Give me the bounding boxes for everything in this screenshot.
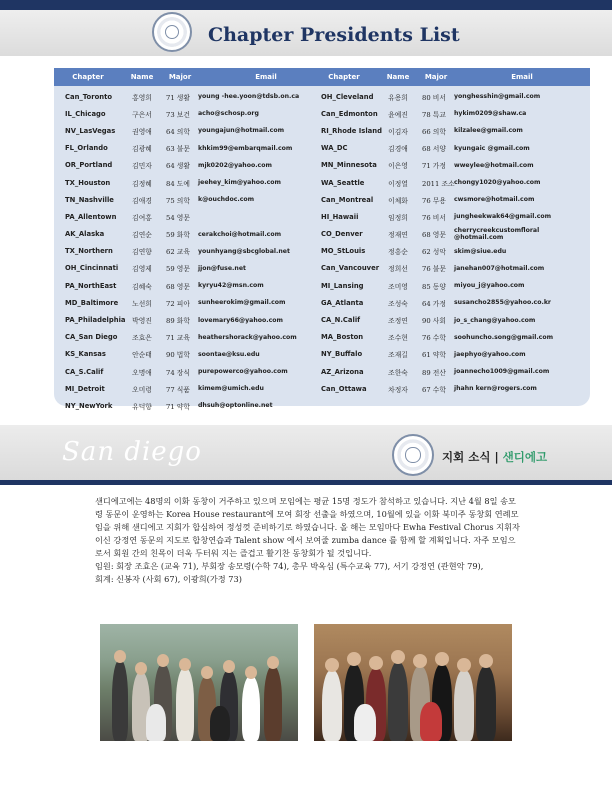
cell-name: 차정자 — [388, 385, 408, 394]
cell-email: cerakchoi@hotmail.com — [198, 230, 282, 238]
table-row — [54, 311, 334, 328]
cell-email: soohuncho.song@gmail.com — [454, 333, 554, 341]
cell-name: 김여홍 — [132, 213, 152, 222]
cell-major: 73 보건 — [166, 110, 190, 119]
cell-name: 홍영희 — [132, 93, 152, 102]
section-script-title: San diego — [62, 437, 202, 467]
cell-chapter: TX_Houston — [65, 178, 111, 187]
table-row — [310, 329, 590, 346]
cell-name: 이은영 — [388, 162, 408, 171]
cell-chapter: Can_Ottawa — [321, 384, 367, 393]
cell-chapter: WA_DC — [321, 144, 348, 153]
table-row — [310, 140, 590, 157]
cell-name: 조미영 — [388, 282, 408, 291]
cell-name: 이체화 — [388, 196, 408, 205]
cell-email: hykim0209@shaw.ca — [454, 110, 527, 118]
article-paragraph: 샌디에고에는 48명의 이화 동창이 거주하고 있으며 모임에는 평균 15명 정도가 참석하고 있습니다. 지난 4월 8일 송모령 동문이 운영하는 Korea House restaurant에 모여 회장 선출을 하였으며, 10월에 있을 이화 북미주 동창회 연례모임을 위해 샌디에고 지회가 합심하여 정성껏 준비하기로 하였습니다. 올 해는 모임마다 Ewha Festival Chorus 지휘자이신 강정연 동문의 지도로 합창연습과 Talent show 에서 보여줄 zumba dance 를 함께 할 계획입니다. 자주 모임으로서 회원 간의 친목이 더욱 두터워 지는 즐겁고 활기찬 동창회가 될 것입니다. — [95, 496, 520, 558]
table-row — [310, 105, 590, 122]
table-row — [54, 294, 334, 311]
cell-email: miyou_j@yahoo.com — [454, 282, 525, 290]
cell-name: 정흥순 — [388, 248, 408, 257]
cell-major: 54 영문 — [166, 213, 190, 222]
column-header-name: Name — [386, 73, 410, 81]
cell-chapter: OR_Portland — [65, 161, 113, 170]
cell-email: kyungaic @gmail.com — [454, 144, 530, 152]
table-row — [310, 191, 590, 208]
ewha-seal-icon — [152, 12, 192, 52]
cell-email: jjon@fuse.net — [198, 264, 246, 272]
cell-major: 78 특교 — [422, 110, 446, 119]
cell-major: 90 법학 — [166, 351, 190, 360]
cell-chapter: Can_Edmonton — [321, 109, 378, 118]
column-header-name: Name — [130, 73, 154, 81]
cell-email: sunheerokim@gmail.com — [198, 299, 286, 307]
cell-major: 75 의학 — [166, 196, 190, 205]
cell-major: 80 비서 — [422, 93, 446, 102]
cell-major: 63 불문 — [166, 145, 190, 154]
cell-email: janehan007@hotmail.com — [454, 264, 545, 272]
cell-chapter: Can_Vancouver — [321, 264, 380, 273]
cell-name: 구은서 — [132, 110, 152, 119]
table-row — [54, 363, 334, 380]
cell-email: mjk0202@yahoo.com — [198, 161, 272, 169]
cell-email: kimem@umich.edu — [198, 385, 264, 393]
table-row — [54, 243, 334, 260]
table-row — [54, 105, 334, 122]
table-body — [54, 88, 334, 415]
table-row — [310, 208, 590, 225]
table-row — [54, 329, 334, 346]
cell-name: 김애경 — [132, 196, 152, 205]
table-row — [54, 157, 334, 174]
group-photo-indoor — [314, 624, 512, 741]
cell-chapter: HI_Hawaii — [321, 212, 359, 221]
cell-chapter: NY_NewYork — [65, 401, 113, 410]
table-row — [310, 380, 590, 397]
cell-email: cwsmore@hotmail.com — [454, 196, 535, 204]
cell-major: 64 가정 — [422, 299, 446, 308]
officers-line-1: 임원: 회장 조효은 (교육 71), 부회장 송모령(수학 74), 총무 박옥심 (특수교육 77), 서기 강정연 (관현악 79), — [95, 561, 484, 571]
news-label: 지회 소식 — [442, 450, 491, 464]
presidents-table-left — [54, 68, 334, 411]
cell-email: lovemary66@yahoo.com — [198, 316, 283, 324]
table-row — [54, 260, 334, 277]
cell-major: 2011 조소 — [422, 179, 455, 188]
cell-email: yonghesshin@gmail.com — [454, 93, 541, 101]
table-row — [310, 277, 590, 294]
table-row — [54, 191, 334, 208]
cell-chapter: MA_Boston — [321, 333, 364, 342]
cell-major: 77 식품 — [166, 385, 190, 394]
cell-major: 76 비서 — [422, 213, 446, 222]
section-navy-strip — [0, 480, 612, 485]
table-row — [54, 380, 334, 397]
cell-name: 김경애 — [388, 145, 408, 154]
table-row — [310, 226, 590, 243]
cell-email: kilzalee@gmail.com — [454, 127, 523, 135]
cell-email: chongy1020@yahoo.com — [454, 179, 541, 187]
cell-email: khkim99@embarqmail.com — [198, 144, 293, 152]
table-row — [310, 260, 590, 277]
table-row — [54, 208, 334, 225]
cell-email: younhyang@sbcglobal.net — [198, 247, 290, 255]
cell-chapter: IL_Chicago — [65, 109, 106, 118]
cell-chapter: TX_Northern — [65, 247, 113, 256]
cell-email: jaephyo@yahoo.com — [454, 350, 526, 358]
cell-chapter: FL_Orlando — [65, 144, 108, 153]
table-row — [310, 243, 590, 260]
table-header — [310, 68, 590, 86]
cell-chapter: PA_Allentown — [65, 212, 117, 221]
article-body — [95, 495, 523, 586]
cell-name: 임정희 — [388, 213, 408, 222]
cell-major: 61 약학 — [422, 351, 446, 360]
cell-email: susancho2855@yahoo.co.kr — [454, 299, 551, 307]
column-header-chapter: Chapter — [328, 73, 360, 81]
cell-email: skim@siue.edu — [454, 247, 507, 255]
cell-email: young -hee.yoon@tdsb.on.ca — [198, 93, 300, 101]
cell-name: 김정혜 — [132, 179, 152, 188]
cell-name: 김광혜 — [132, 145, 152, 154]
section-heading — [442, 449, 547, 465]
cell-name: 조효은 — [132, 334, 152, 343]
cell-name: 이김자 — [388, 127, 408, 136]
cell-name: 오미령 — [132, 385, 152, 394]
table-row — [310, 363, 590, 380]
table-row — [54, 226, 334, 243]
cell-chapter: NV_LasVegas — [65, 126, 116, 135]
header-navy-strip — [0, 0, 612, 10]
cell-chapter: MD_Baltimore — [65, 298, 119, 307]
cell-email: wweylee@hotmail.com — [454, 161, 534, 169]
table-row — [310, 122, 590, 139]
cell-email: joannecho1009@gmail.com — [454, 368, 550, 376]
cell-chapter: NY_Buffalo — [321, 350, 363, 359]
presidents-table-right — [310, 68, 590, 406]
cell-email: acho@schosp.org — [198, 110, 259, 118]
cell-major: 67 수학 — [422, 385, 446, 394]
cell-name: 노선희 — [132, 299, 152, 308]
city-name: 샌디에고 — [502, 450, 548, 464]
cell-major: 85 동양 — [422, 282, 446, 291]
cell-chapter: AZ_Arizona — [321, 367, 364, 376]
cell-major: 68 서양 — [422, 145, 446, 154]
cell-major: 71 약학 — [166, 402, 190, 411]
group-photo-outdoor — [100, 624, 298, 741]
cell-chapter: PA_Philadelphia — [65, 316, 126, 325]
cell-chapter: WA_Seattle — [321, 178, 365, 187]
cell-chapter: CA_San Diego — [65, 333, 118, 342]
cell-name: 조정연 — [388, 317, 408, 326]
cell-major: 74 장식 — [166, 368, 190, 377]
column-header-email: Email — [511, 73, 533, 81]
cell-major: 62 성악 — [422, 248, 446, 257]
cell-chapter: AK_Alaska — [65, 230, 105, 239]
cell-major: 64 의학 — [166, 127, 190, 136]
cell-email: kyryu42@msn.com — [198, 282, 264, 290]
cell-chapter: CA_S.Calif — [65, 367, 104, 376]
cell-major: 68 영문 — [166, 282, 190, 291]
cell-email: purepowerco@yahoo.com — [198, 368, 288, 376]
cell-name: 오명애 — [132, 368, 152, 377]
cell-name: 조재길 — [388, 351, 408, 360]
cell-chapter: TN_Nashville — [65, 195, 114, 204]
cell-chapter: Can_Montreal — [321, 195, 374, 204]
table-row — [54, 277, 334, 294]
cell-chapter: MN_Minnesota — [321, 161, 377, 170]
cell-email: youngajun@hotmail.com — [198, 127, 285, 135]
cell-chapter: MI_Detroit — [65, 384, 105, 393]
cell-major: 62 교육 — [166, 248, 190, 257]
cell-email: heathershorack@yahoo.com — [198, 333, 297, 341]
table-row — [310, 311, 590, 328]
cell-name: 정희선 — [388, 265, 408, 274]
cell-name: 윤예진 — [388, 110, 408, 119]
cell-email: k@ouchdoc.com — [198, 196, 255, 204]
column-header-major: Major — [424, 73, 448, 81]
table-row — [310, 157, 590, 174]
cell-name: 김연향 — [132, 248, 152, 257]
cell-major: 76 무용 — [422, 196, 446, 205]
cell-chapter: KS_Kansas — [65, 350, 106, 359]
cell-major: 68 영문 — [422, 231, 446, 240]
table-row — [54, 88, 334, 105]
column-header-email: Email — [255, 73, 277, 81]
cell-chapter: PA_NorthEast — [65, 281, 117, 290]
cell-email: jungheekwak64@gmail.com — [454, 213, 552, 221]
cell-chapter: OH_Cleveland — [321, 92, 374, 101]
cell-major: 76 수학 — [422, 334, 446, 343]
cell-name: 안순태 — [132, 351, 152, 360]
cell-email: jo_s_chang@yahoo.com — [454, 316, 536, 324]
cell-chapter: Can_Toronto — [65, 92, 112, 101]
cell-major: 64 생활 — [166, 162, 190, 171]
cell-major: 59 화학 — [166, 231, 190, 240]
cell-major: 66 의학 — [422, 127, 446, 136]
table-row — [54, 397, 334, 414]
cell-major: 59 영문 — [166, 265, 190, 274]
column-header-chapter: Chapter — [72, 73, 104, 81]
cell-name: 조한숙 — [388, 368, 408, 377]
cell-chapter: CO_Denver — [321, 230, 363, 239]
cell-name: 정재연 — [388, 231, 408, 240]
cell-major: 71 생활 — [166, 93, 190, 102]
page-title: Chapter Presidents List — [208, 24, 460, 46]
cell-chapter: MI_Lansing — [321, 281, 364, 290]
cell-email: jeehey_kim@yahoo.com — [198, 179, 281, 187]
cell-name: 권영애 — [132, 127, 152, 136]
table-body — [310, 88, 590, 397]
cell-name: 김민자 — [132, 162, 152, 171]
cell-email: jhahn kern@rogers.com — [454, 385, 537, 393]
cell-major: 71 가정 — [422, 162, 446, 171]
table-row — [310, 174, 590, 191]
table-row — [54, 174, 334, 191]
cell-major: 84 도예 — [166, 179, 190, 188]
cell-major: 89 전산 — [422, 368, 446, 377]
cell-major: 90 사회 — [422, 317, 446, 326]
cell-chapter: MO_StLouis — [321, 247, 366, 256]
cell-chapter: CA_N.Calif — [321, 316, 361, 325]
cell-name: 김영제 — [132, 265, 152, 274]
cell-name: 유덕향 — [132, 402, 152, 411]
cell-name: 이정열 — [388, 179, 408, 188]
table-row — [54, 122, 334, 139]
cell-name: 조성숙 — [388, 299, 408, 308]
column-header-major: Major — [168, 73, 192, 81]
table-row — [310, 346, 590, 363]
cell-major: 72 피아 — [166, 299, 190, 308]
table-row — [54, 346, 334, 363]
heading-separator: | — [494, 450, 499, 464]
cell-major: 71 교육 — [166, 334, 190, 343]
cell-name: 박영진 — [132, 317, 152, 326]
cell-name: 김혜숙 — [132, 282, 152, 291]
table-row — [310, 294, 590, 311]
cell-email: dhsuh@optonline.net — [198, 402, 273, 410]
cell-major: 89 화학 — [166, 317, 190, 326]
table-header — [54, 68, 334, 86]
ewha-seal-icon — [392, 434, 434, 476]
cell-name: 유용희 — [388, 93, 408, 102]
cell-name: 조수현 — [388, 334, 408, 343]
officers-line-2: 회계: 신봉자 (사회 67), 이광희(가정 73) — [95, 574, 242, 584]
cell-major: 76 불문 — [422, 265, 446, 274]
cell-email: soontae@ksu.edu — [198, 350, 260, 358]
cell-chapter: GA_Atlanta — [321, 298, 364, 307]
table-row — [54, 140, 334, 157]
table-row — [310, 88, 590, 105]
cell-chapter: OH_Cincinnati — [65, 264, 119, 273]
cell-chapter: RI_Rhode Island — [321, 126, 382, 135]
cell-email: cherrycreekcustomfloral @hotmail.com — [454, 227, 540, 242]
cell-name: 김연순 — [132, 231, 152, 240]
